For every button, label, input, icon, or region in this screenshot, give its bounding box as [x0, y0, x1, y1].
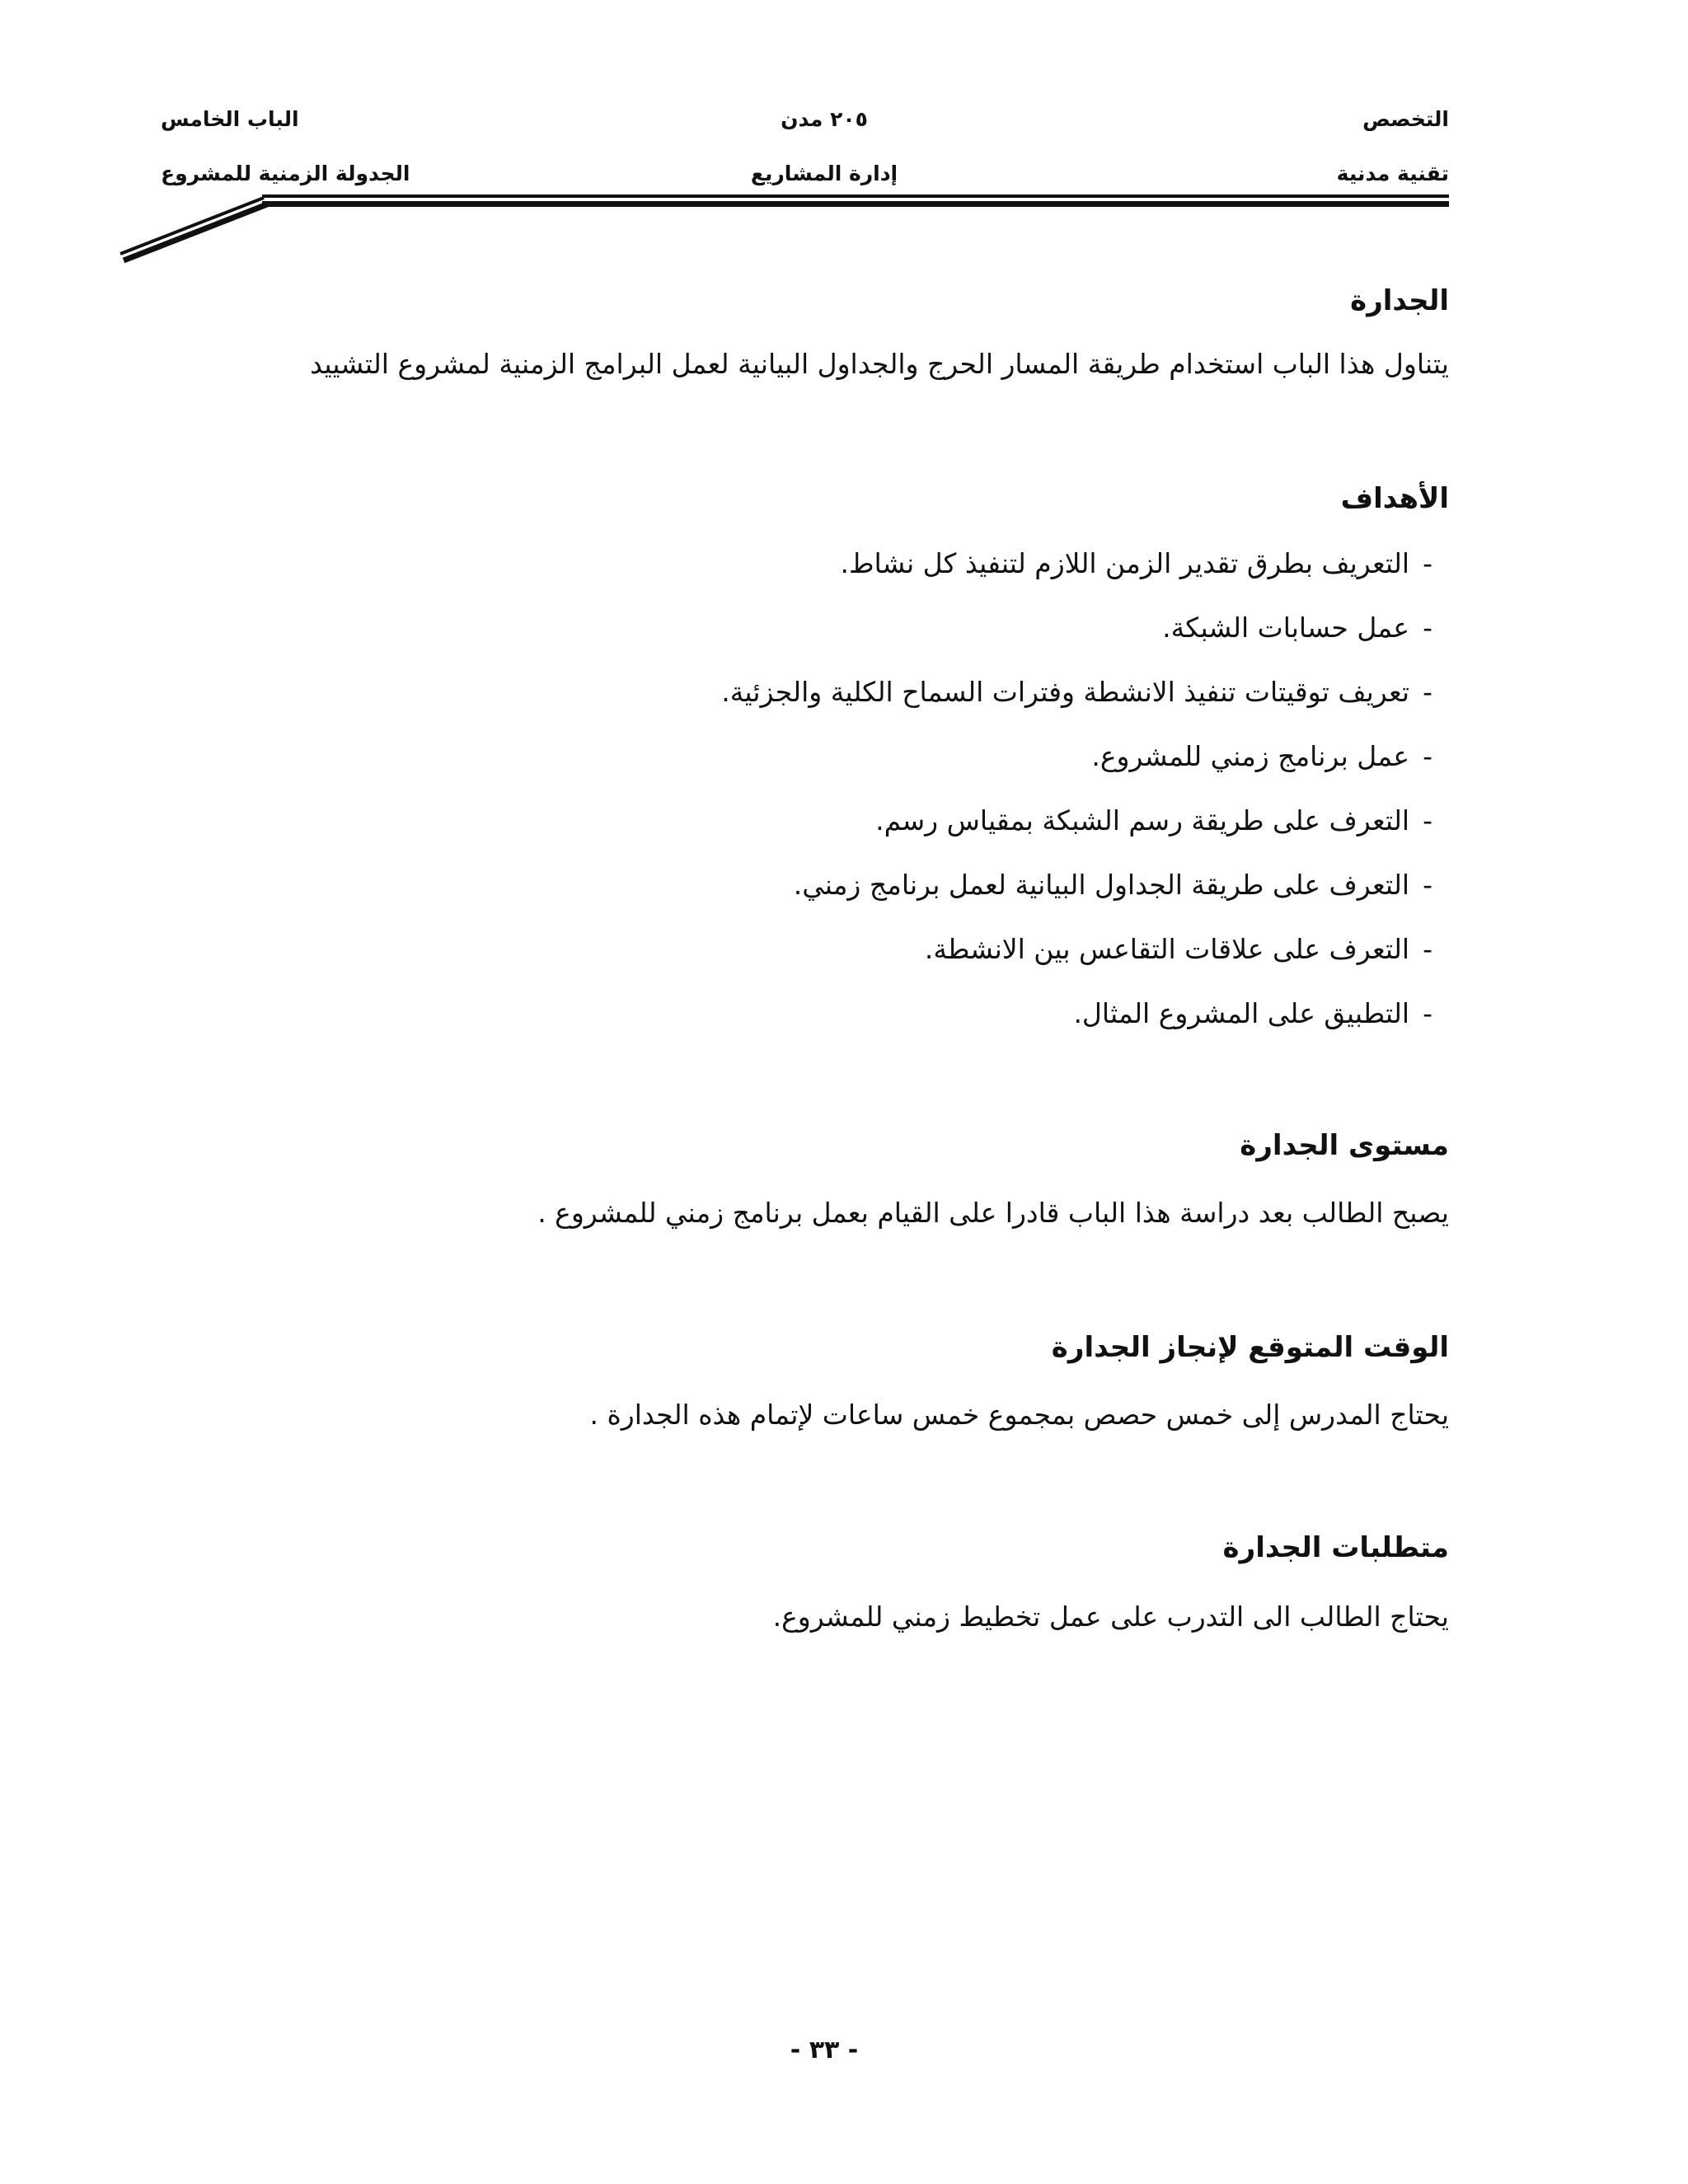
goal-item: -التعريف بطرق تقدير الزمن اللازم لتنفيذ كل نشاط. [721, 544, 1432, 608]
list-bullet: - [1423, 547, 1432, 579]
list-bullet: - [1423, 869, 1432, 901]
requirements-text: يحتاج الطالب الى التدرب على عمل تخطيط زمني للمشروع. [772, 1601, 1449, 1633]
goal-item: -عمل برنامج زمني للمشروع. [721, 737, 1432, 801]
list-bullet: - [1423, 740, 1432, 772]
list-bullet: - [1423, 676, 1432, 708]
list-bullet: - [1423, 612, 1432, 644]
list-bullet: - [1423, 997, 1432, 1029]
header-chapter-title: الجدولة الزمنية للمشروع [161, 162, 410, 185]
header-chapter-number: الباب الخامس [161, 107, 299, 131]
header-specialization-value: تقنية مدنية [1336, 162, 1449, 185]
goal-item: -التعرف على طريقة رسم الشبكة بمقياس رسم. [721, 801, 1432, 865]
time-text: يحتاج المدرس إلى خمس حصص بمجموع خمس ساعات لإتمام هذه الجدارة . [589, 1399, 1449, 1431]
header-rule-thin [262, 194, 1449, 198]
section-title-requirements: متطلبات الجدارة [1222, 1531, 1449, 1564]
list-bullet: - [1423, 804, 1432, 837]
goal-item: -تعريف توقيتات تنفيذ الانشطة وفترات السماح الكلية والجزئية. [721, 673, 1432, 737]
list-bullet: - [1423, 933, 1432, 965]
header-specialization-label: التخصص [1362, 107, 1449, 131]
level-text: يصبح الطالب بعد دراسة هذا الباب قادرا على القيام بعمل برنامج زمني للمشروع . [537, 1197, 1449, 1229]
section-title-competency: الجدارة [1350, 284, 1449, 317]
header-diagonal-rule [115, 186, 280, 269]
goal-item: -التعرف على طريقة الجداول البيانية لعمل برنامج زمني. [721, 865, 1432, 930]
section-title-level: مستوى الجدارة [1240, 1129, 1449, 1162]
goals-list [721, 544, 1432, 1058]
header-course-name: إدارة المشاريع [750, 162, 898, 185]
section-title-time: الوقت المتوقع لإنجاز الجدارة [1051, 1331, 1449, 1364]
goal-item: -التعرف على علاقات التقاعس بين الانشطة. [721, 930, 1432, 994]
page-number: - ٣٣ - [790, 2036, 859, 2064]
header-rule-thick [262, 201, 1449, 207]
goal-item: -التطبيق على المشروع المثال. [721, 994, 1432, 1058]
goal-item: -عمل حسابات الشبكة. [721, 608, 1432, 673]
competency-text: يتناول هذا الباب استخدام طريقة المسار الحرج والجداول البيانية لعمل البرامج الزمنية لمشروع التشييد [310, 348, 1449, 380]
header-course-code: ٢٠٥ مدن [781, 107, 868, 131]
section-title-goals: الأهداف [1340, 482, 1449, 515]
